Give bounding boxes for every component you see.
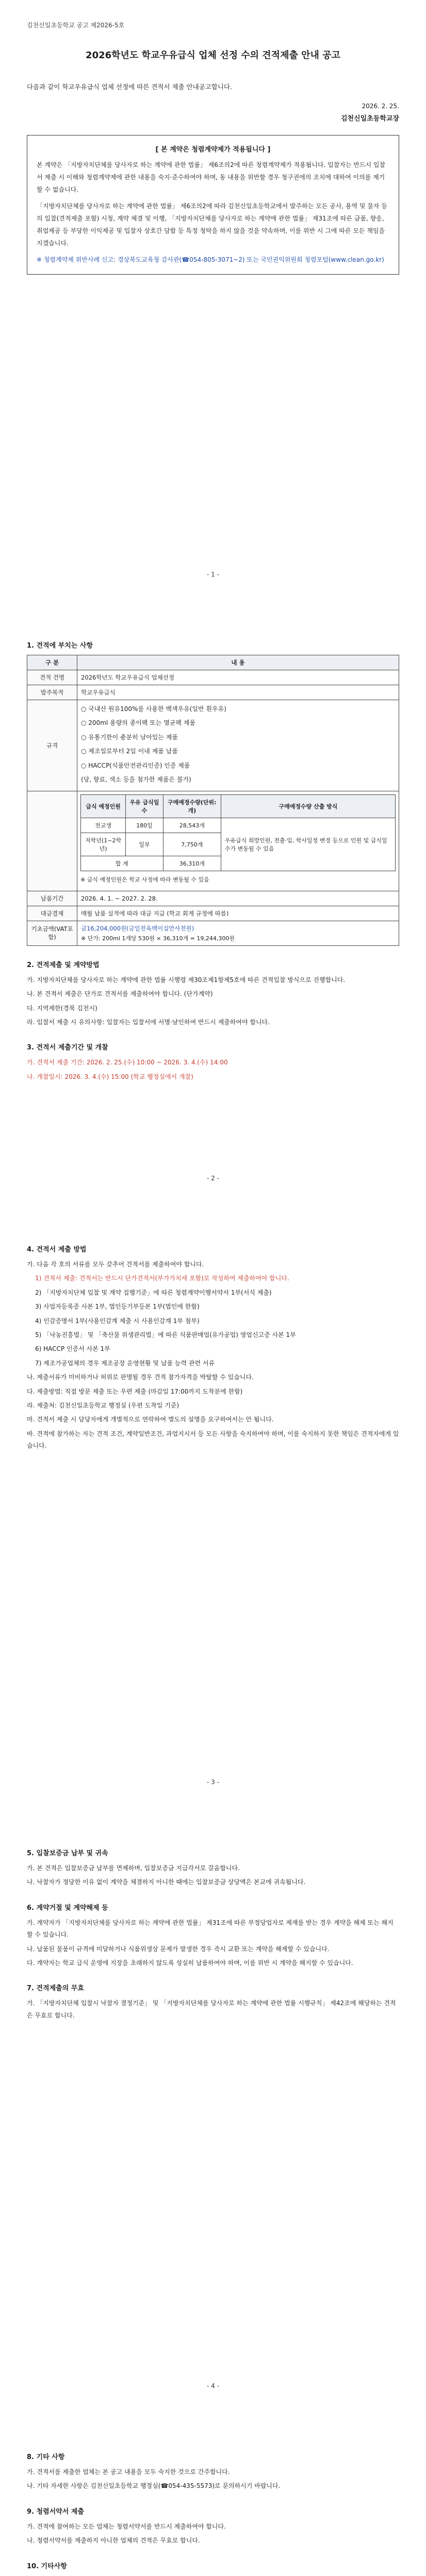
row-value: 2026학년도 학교우유급식 업체선정 [77, 670, 399, 685]
table-header: 내 용 [77, 655, 399, 670]
notice-date: 2026. 2. 25. [362, 102, 399, 110]
integrity-heading: [ 본 계약은 청렴계약제가 적용됩니다 ] [155, 145, 271, 154]
quantity-cell [77, 791, 399, 891]
section-heading: 3. 견적서 제출기간 및 개찰 [27, 1044, 108, 1052]
list-item: 가. 견적에 참여하는 모든 업체는 청렴서약서를 반드시 제출하여야 합니다. [27, 2522, 226, 2530]
total-qty: 36,310개 [163, 856, 221, 871]
table-row [27, 670, 399, 685]
document-title: 2026학년도 학교우유급식 업체 선정 수의 견적제출 안내 공고 [86, 50, 340, 61]
row-label [27, 791, 77, 891]
row-label: 규격 [27, 700, 77, 791]
page-number: - 4 - [207, 2382, 219, 2389]
row-label: 견적 건명 [27, 670, 77, 685]
table-row [27, 921, 399, 945]
page-2 [0, 604, 426, 1196]
page-number: - 3 - [207, 1778, 219, 1786]
days-cell: 일부 [126, 833, 163, 856]
section-heading: 8. 기타 사항 [27, 2453, 65, 2461]
page-1 [0, 0, 426, 592]
subtable-header: 구매예정수량(단위: 개) [163, 795, 221, 818]
page-5 [0, 2415, 426, 2576]
section-heading: 1. 견적에 부치는 사항 [27, 642, 93, 650]
integrity-paragraph: 본 계약은 「지방자치단체를 당사자로 하는 계약에 관한 법률」 제6조의2에 따른 청렴계약제가 적용됩니다. 입찰자는 반드시 입찰서 제출 시 이해와 청렴계약제에 관한 내용을 숙지·준수하여야 하며, 동 내용을 위반할 경우 청구권에의 조치에 대하여 이의를 제기할 수 없습니다. [37, 161, 386, 193]
list-item: 4) 인감증명서 1부(사용인감계 제출 시 사용인감계 1부 첨부) [35, 1317, 200, 1325]
list-item: 가. 견적서를 제출한 업체는 본 공고 내용을 모두 숙지한 것으로 간주합니다. [27, 2468, 230, 2476]
days-cell: 180일 [126, 818, 163, 833]
qty-cell: 7,750개 [163, 833, 221, 856]
table-row [27, 906, 399, 921]
list-item: 2) 「지방자치단체 입찰 및 계약 집행기준」에 따른 청렴계약이행서약서 1부(서식 제출) [35, 1289, 272, 1296]
spec-line: ○ 200ml 용량의 종이팩 또는 멸균팩 제품 [81, 719, 195, 727]
list-item: 1) 견적서 제출: 견적서는 반드시 단가견적서(부가가치세 포함)로 작성하여 제출하여야 합니다. [35, 1275, 289, 1282]
row-label: 발주목적 [27, 685, 77, 700]
table-row [81, 818, 396, 833]
intro-text: 다음과 같이 학교우유급식 업체 선정에 따른 견적서 제출 안내공고합니다. [27, 83, 233, 91]
list-item: 다. 지역제한(경북 김천시) [27, 1004, 97, 1012]
table-header: 구 분 [27, 655, 77, 670]
section-heading: 4. 견적서 제출 방법 [27, 1246, 87, 1253]
list-item: 나. 기타 자세한 사항은 김천신일초등학교 행정실(☎054-435-5573)로 문의하시기 바랍니다. [27, 2482, 281, 2490]
table-row [27, 685, 399, 700]
budget-sub: ※ 단가: 200ml 1개당 530원 × 36,310개 = 19,244,300원 [81, 935, 235, 942]
quantity-note: ※ 급식 예정인원은 학교 사정에 따라 변동될 수 있음 [80, 876, 209, 884]
section-heading: 10. 기타사항 [27, 2562, 67, 2570]
total-label: 합 계 [81, 856, 163, 871]
people-cell: 전교생 [81, 818, 126, 833]
integrity-paragraph: 「지방자치단체를 당사자로 하는 계약에 관한 법률」 제6조의2에 따라 김천신일초등학교에서 발주하는 모든 공사, 용역 및 물자 등의 입찰(견적제출 포함) 시청, 계약 체결 및 이행, 「지방자치단체를 당사자로 하는 계약에 관한 법률」 제31조에 따른 금품, 향응, 취업제공 등 부당한 이익제공 및 입찰자 상호간 담합 등 특정 청탁을 하지 않을 것을 약속하며, 이를 위반 시 그에 따른 모든 책임을 지겠습니다. [37, 202, 387, 247]
list-item: 가. 본 견적은 입찰보증금 납부를 면제하며, 입찰보증금 지급각서로 갈음합니다. [27, 1865, 240, 1872]
page-number: - 1 - [207, 571, 219, 578]
subtable-header: 급식 예정인원 [81, 795, 126, 818]
qty-cell: 28,543개 [163, 818, 221, 833]
section-heading: 2. 견적제출 및 계약방법 [27, 961, 100, 969]
bid-info-table [27, 655, 399, 946]
list-item: 3) 사업자등록증 사본 1부, 법인등기부등본 1부(법인에 한함) [35, 1303, 200, 1311]
list-item: 5) 「낙농진흥법」 및 「축산물 위생관리법」에 따른 식품판매업(유가공업) 영업신고증 사본 1부 [35, 1331, 296, 1338]
list-item: 가. 다음 각 호의 서류를 모두 갖추어 견적서를 제출하여야 합니다. [27, 1261, 204, 1268]
submission-period: 가. 견적서 제출 기간: 2026. 2. 25.(수) 10:00 ~ 2026. 3. 4.(수) 14:00 [27, 1059, 228, 1066]
table-row [27, 700, 399, 791]
list-item: 다. 계약자는 학교 급식 운영에 지장을 초래하지 않도록 성실히 납품하여야 하며, 이를 위반 시 계약을 해지할 수 있습니다. [27, 1959, 353, 1967]
section-heading: 6. 계약거절 및 계약해제 등 [27, 1904, 108, 1912]
list-item: 나. 낙찰자가 정당한 이유 없이 계약을 체결하지 아니한 때에는 입찰보증금 상당액은 본교에 귀속됩니다. [27, 1878, 306, 1886]
integrity-report-note: ※ 청렴계약제 위반사례 신고: 경상북도교육청 감사관(☎054-805-3071~2) 또는 국민권익위원회 청렴포털(www.clean.go.kr) [37, 256, 384, 263]
section-heading: 9. 청렴서약서 제출 [27, 2507, 84, 2516]
spec-line: ○ HACCP(식품안전관리인증) 인증 제품 [81, 761, 190, 769]
table-row [27, 791, 399, 891]
section-heading: 7. 견적제출의 무효 [27, 1985, 84, 1993]
list-item: 6) HACCP 인증서 사본 1부 [35, 1345, 110, 1353]
list-item: 나. 제출서류가 미비하거나 허위로 판명될 경우 견적 참가자격을 박탈할 수 있습니다. [27, 1374, 254, 1381]
notice-number: 김천신일초등학교 공고 제2026-5호 [27, 22, 125, 29]
row-value: 2026. 4. 1. ~ 2027. 2. 28. [77, 891, 399, 906]
row-value: 학교우유급식 [77, 685, 399, 700]
subtable-header: 구매예정수량 산출 방식 [221, 795, 395, 818]
row-label: 기초금액(VAT포함) [27, 921, 77, 945]
list-item: 바. 견적에 참가하는 자는 견적 조건, 계약일반조건, 과업지시서 등 모든 사항을 숙지하여야 하며, 이를 숙지하지 못한 책임은 견적자에게 있습니다. [27, 1430, 399, 1450]
row-label: 대금결제 [27, 906, 77, 921]
spec-line: ○ 유통기한이 충분히 남아있는 제품 [81, 733, 178, 741]
subtable-header: 우유 급식일수 [126, 795, 163, 818]
table-row [27, 891, 399, 906]
list-item: 가. 계약자가 「지방자치단체를 당사자로 하는 계약에 관한 법률」 제31조에 따른 부정당업자로 제재를 받는 경우 계약을 해제 또는 해지할 수 있습니다. [27, 1919, 394, 1939]
section-heading: 5. 입찰보증금 납부 및 귀속 [27, 1850, 108, 1857]
page-3 [0, 1208, 426, 1800]
people-cell: 저학년(1~2학년) [81, 833, 126, 856]
quantity-subtable [80, 794, 396, 871]
spec-line: ○ 제조일로부터 2일 이내 제품 납품 [81, 748, 178, 755]
list-item: 라. 제출처: 김천신일초등학교 행정실 (우편 도착일 기준) [27, 1401, 179, 1409]
list-item: 다. 제출방법: 직접 방문 제출 또는 우편 제출 (마감일 17:00까지 도착분에 한함) [27, 1387, 243, 1395]
row-label: 납품기간 [27, 891, 77, 906]
list-item: 가. 「지방자치단체 입찰시 낙찰자 결정기준」 및 「지방자치단체를 당사자로 하는 계약에 관한 법률 시행규칙」 제42조에 해당하는 견적은 무효로 합니다. [27, 1999, 396, 2019]
list-item: 나. 본 견적서 제출은 단가로 견적서를 제출하여야 합니다. (단가계약) [27, 990, 213, 998]
list-item: 나. 납품된 물품이 규격에 미달하거나 식품위생상 문제가 발생한 경우 즉시 교환 또는 계약을 해제할 수 있습니다. [27, 1945, 330, 1953]
opening-date: 나. 개찰일시: 2026. 3. 4.(수) 15:00 (학교 행정실에서 개찰) [27, 1073, 193, 1080]
list-item: 가. 지방자치단체를 당사자로 하는 계약에 관한 법률 시행령 제30조제1항제5호에 따른 견적입찰 방식으로 진행합니다. [27, 976, 346, 984]
integrity-notice-box [27, 135, 399, 275]
spec-cell [77, 700, 399, 791]
spec-line: ○ 국내산 원유100%를 사용한 백색우유(일반 흰우유) [81, 705, 226, 713]
school-name: 김천신일초등학교장 [340, 114, 399, 123]
page-number: - 2 - [207, 1175, 219, 1182]
page-4 [0, 1811, 426, 2404]
calc-cell: 우유급식 희망인원, 전출·입, 학사일정 변경 등으로 인원 및 급식일수가 변동될 수 있음 [221, 818, 395, 871]
list-item: 마. 견적서 제출 시 담당자에게 개별적으로 연락하여 별도의 설명을 요구하여서는 안 됩니다. [27, 1416, 274, 1423]
budget-value: 금16,204,000원(금일천육백이십만사천원) [81, 924, 194, 932]
list-item: 나. 청렴서약서를 제출하지 아니한 업체의 견적은 무효로 합니다. [27, 2537, 200, 2545]
spec-line: (당, 향료, 색소 등을 첨가한 제품은 불가) [81, 775, 191, 783]
list-item: 라. 입찰서 제출 시 유의사항: 입찰자는 입찰서에 서명·날인하여 반드시 제출하여야 합니다. [27, 1018, 270, 1026]
list-item: 7) 제조가공업체의 경우 제조공장 운영현황 및 납품 능력 관련 서류 [35, 1359, 215, 1367]
row-value: 매월 납품 실적에 따라 대금 지급 (학교 회계 규정에 따름) [77, 906, 399, 921]
budget-cell [77, 921, 399, 945]
